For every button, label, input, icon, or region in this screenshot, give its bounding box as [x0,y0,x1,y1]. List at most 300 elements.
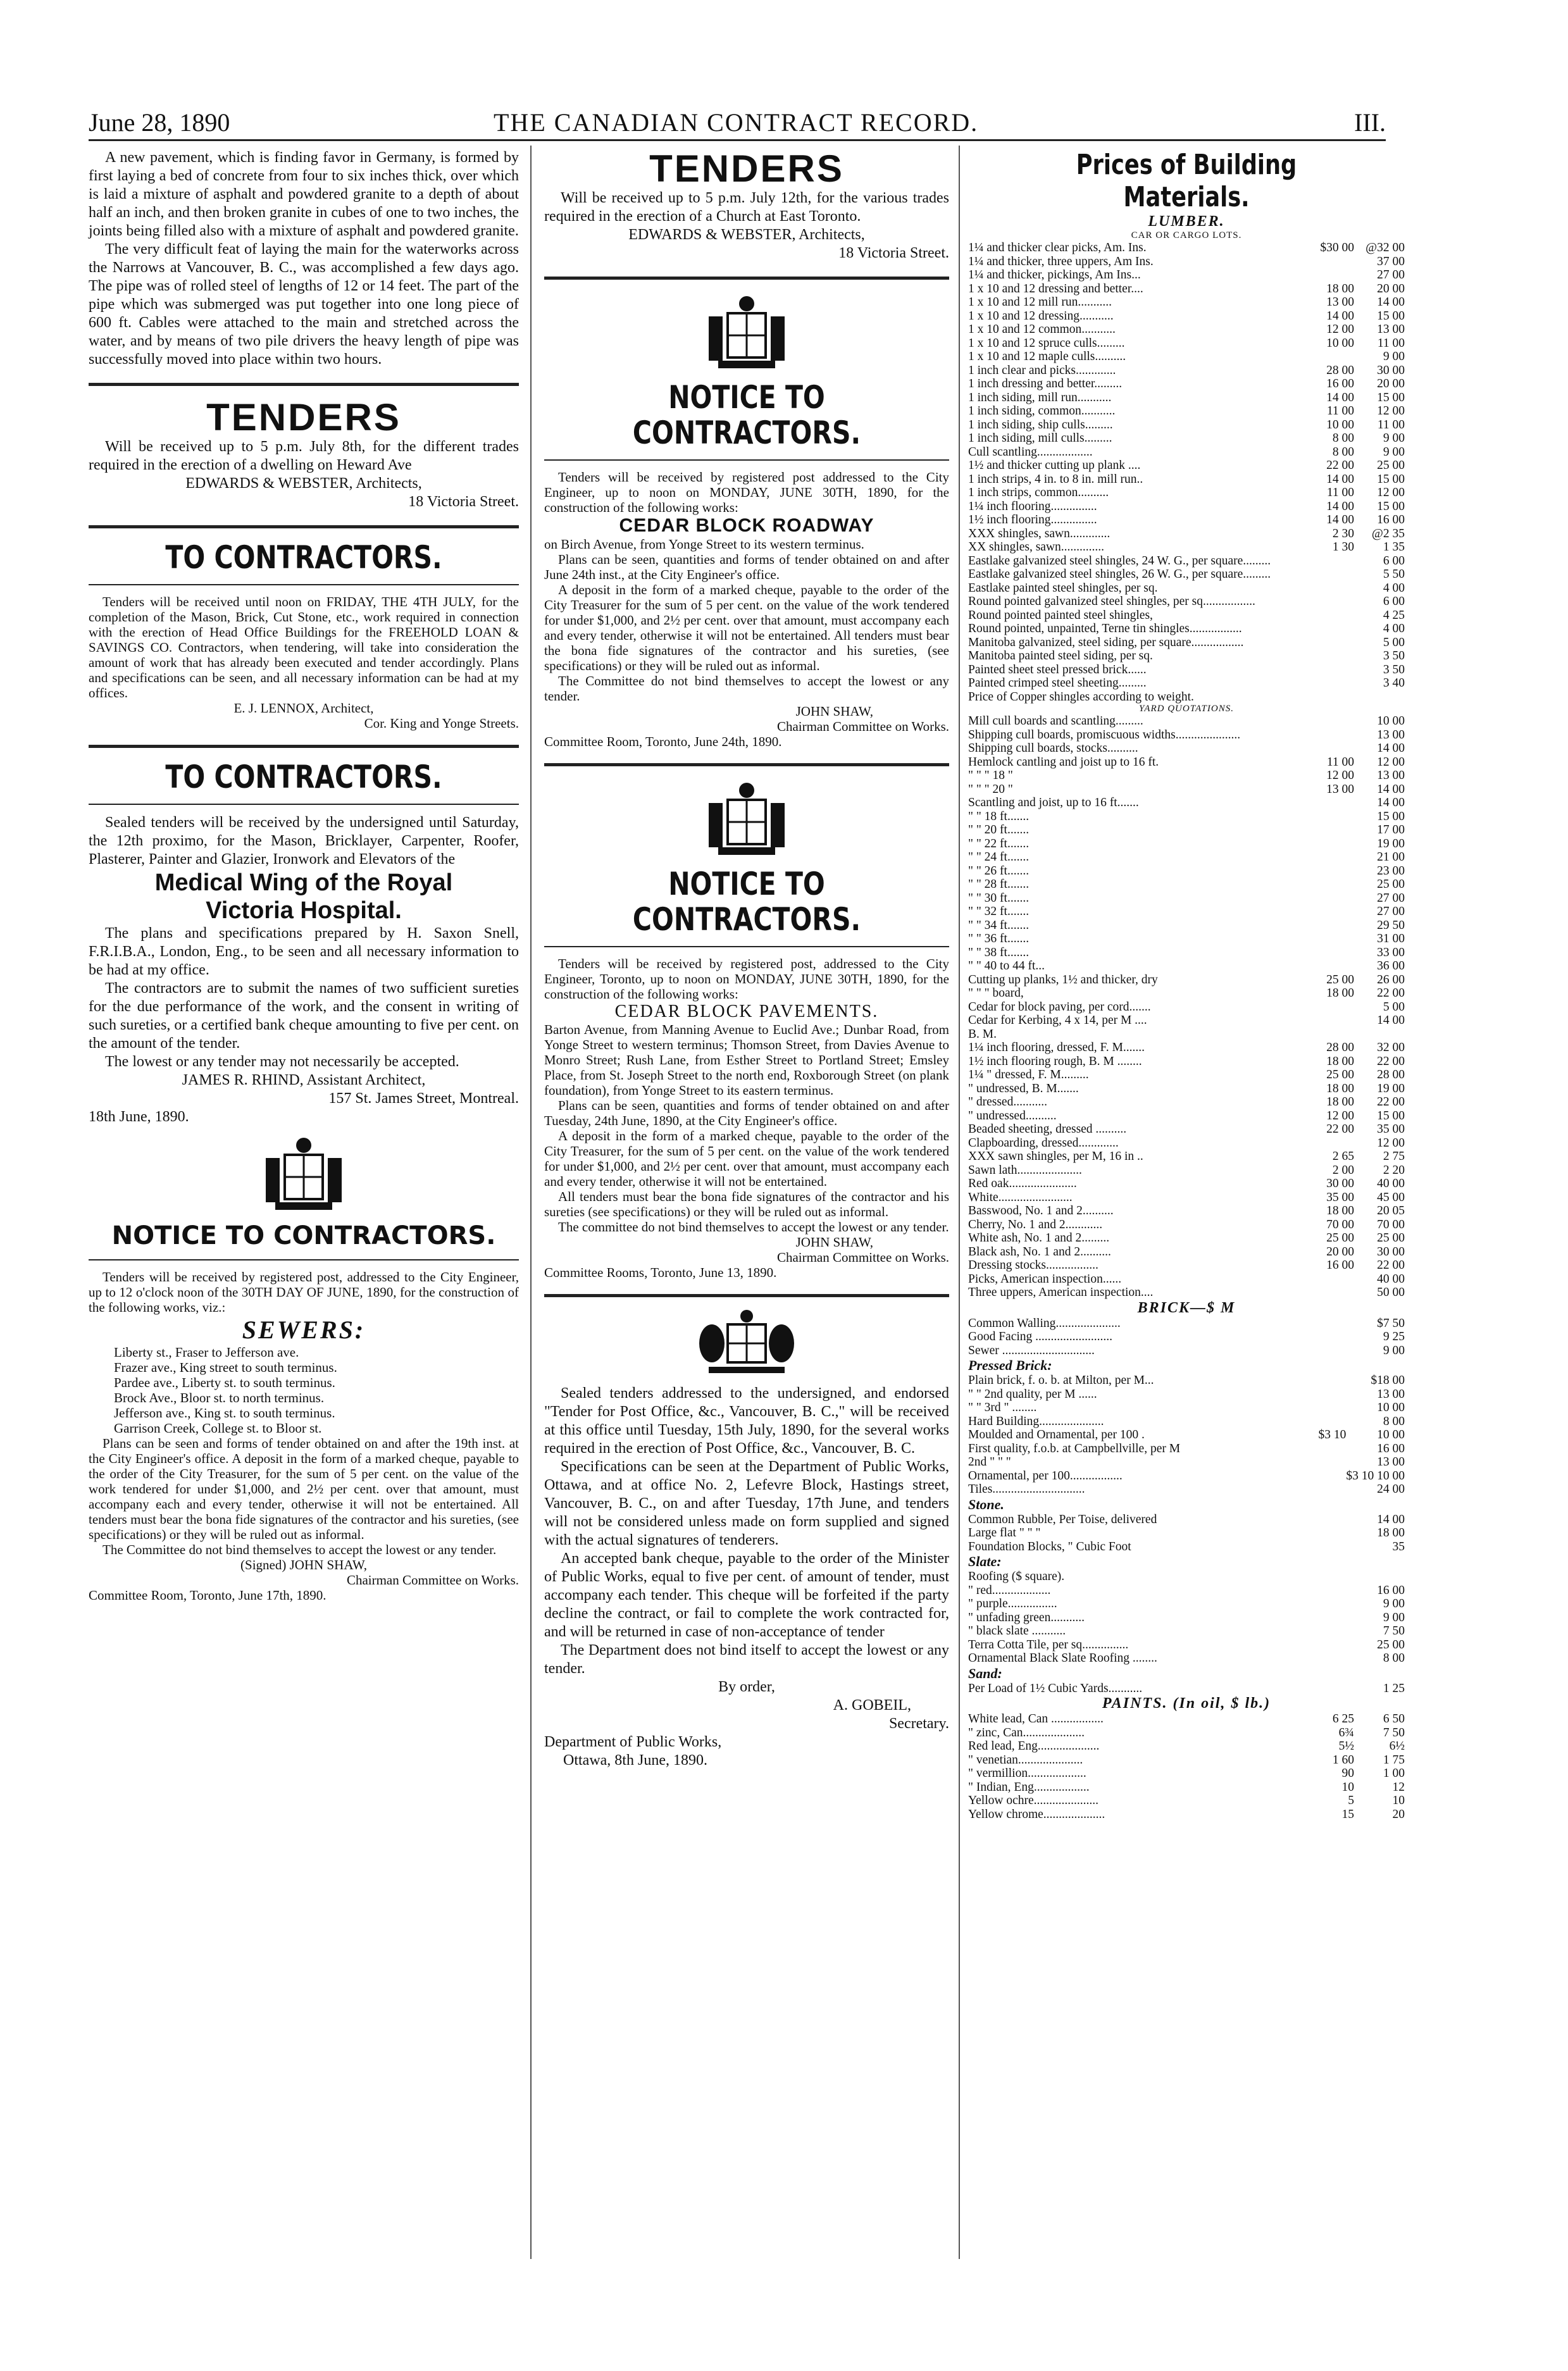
brick-heading: BRICK—$ M [1137,1299,1236,1316]
price-high: 15 00 [1377,809,1405,823]
price-item-name: XXX sawn shingles, per M, 16 in .. [968,1150,1143,1163]
price-item-name: Eastlake galvanized steel shingles, 24 W. G., per square......... [968,554,1271,568]
ad-title-notice-sewers: NOTICE TO CONTRACTORS. [111,1221,496,1250]
price-row [968,959,1405,973]
price-row [968,500,1405,514]
price-high [1354,1570,1405,1584]
price-item-name: 1 x 10 and 12 dressing........... [968,309,1114,323]
price-low: 28 00 [1326,363,1354,377]
price-row [968,1712,1405,1726]
price-low [1310,1624,1354,1638]
ad-sewers-terms: Plans can be seen and forms of tender obtained on and after the 19th inst. at the City Engineer's office. A deposit in the form of a marked cheque, payable to the order of the City Treasurer, for the sum of 5 per cent. on the value of the work tendered for under $1,000, and 2½ per cent. over that amount, must accompany each and every tender, otherwise it will not be entertained. All tenders must bear the bona fide signatures of the contractor and his sureties, (see specifications) or they will be ruled out as informal. [89,1436,519,1542]
news-item-waterworks: The very difficult feat of laying the main for the waterworks across the Narrows at Vancouver, B. C., was accomplished a few days ago. The pipe was of rolled steel of lengths of 12 or 14 feet. The part of the pipe which was submerged was put together into one long piece of 600 ft. Cables were attached to the main and stretched across the water, and by means of two pile drivers the heavy length of pipe was successfully moved into place within two hours. [89,241,519,368]
price-item-name: White ash, No. 1 and 2......... [968,1231,1110,1245]
price-low: 11 00 [1326,404,1354,418]
price-item-name: " zinc, Can.................... [968,1726,1085,1739]
price-low: 11 00 [1326,755,1354,769]
price-row [968,1469,1405,1483]
price-low: 12 00 [1326,323,1354,336]
price-high: 20 05 [1377,1204,1405,1217]
price-row [968,391,1405,405]
ad-tenders-body: Will be received up to 5 p.m. July 8th, for the different trades required in the erection of a dwelling on Heward Ave [89,439,519,473]
price-low [1310,1028,1354,1042]
price-item-name: " undressed, B. M....... [968,1081,1079,1095]
price-item-name: " " 30 ft....... [968,891,1030,905]
price-item-name: Red oak...................... [968,1177,1077,1190]
price-high: $18 00 [1371,1374,1405,1387]
price-low: 5 [1348,1794,1354,1807]
ad-sewers-heading: SEWERS: [242,1316,366,1344]
sand-heading: Sand: [968,1665,1002,1681]
price-high: 15 00 [1377,472,1405,486]
price-low [1310,595,1354,609]
price-item-name: Cutting up planks, 1½ and thicker, dry [968,973,1158,986]
price-row [968,582,1405,595]
price-low [1310,892,1354,905]
price-item-name: 1 inch strips, 4 in. to 8 in. mill run.. [968,472,1143,486]
price-row [968,1000,1405,1014]
price-row [968,973,1405,987]
price-low: 25 00 [1326,1231,1354,1245]
price-high: 5 00 [1383,635,1405,649]
price-item-name: Basswood, No. 1 and 2.......... [968,1204,1114,1217]
yard-price-table [968,714,1405,1300]
price-item-name: Manitoba galvanized, steel siding, per square................. [968,635,1244,649]
price-low [1310,1000,1354,1014]
price-item-name: 1¼ inch flooring, dressed, F. M....... [968,1041,1145,1054]
price-row [968,1330,1405,1344]
price-row [968,850,1405,864]
price-item-name: Cedar for block paving, per cord....... [968,1000,1151,1014]
price-high: 7 50 [1383,1624,1405,1638]
price-item-name: " " 18 ft....... [968,809,1030,823]
price-low [1310,1652,1354,1665]
price-high: 5 50 [1383,568,1405,581]
price-row [968,1570,1405,1584]
toronto-coat-of-arms-icon [256,1133,351,1215]
price-low: 10 00 [1326,418,1354,432]
price-high: 13 00 [1377,769,1405,782]
price-row [968,432,1405,445]
price-row [968,323,1405,337]
price-high: 21 00 [1377,850,1405,864]
price-row [968,1273,1405,1286]
price-row [968,1204,1405,1218]
price-low: 14 00 [1326,472,1354,486]
price-item-name: Per Load of 1½ Cubic Yards........... [968,1681,1143,1695]
price-row [968,459,1405,473]
lumber-price-table [968,241,1405,704]
price-row [968,1428,1405,1442]
price-low: 2 00 [1332,1163,1354,1177]
price-high: $3 10 10 00 [1346,1469,1405,1483]
price-high: 10 00 [1377,714,1405,728]
price-high: 25 00 [1377,878,1405,891]
price-row [968,1739,1405,1753]
price-row [968,878,1405,892]
price-row [968,1513,1405,1527]
price-low [1310,905,1354,919]
price-high: @2 35 [1371,526,1405,540]
price-item-name: " " " 20 " [968,782,1013,796]
price-item-name: " unfading green........... [968,1610,1085,1624]
price-low [1310,568,1354,582]
price-low: 14 00 [1326,390,1354,404]
price-item-name: Ornamental, per 100................. [968,1469,1123,1483]
price-item-name: 1 inch strips, common.......... [968,486,1109,499]
price-row [968,783,1405,797]
ad-sewers-date: Committee Room, Toronto, June 17th, 1890. [89,1588,327,1603]
price-item-name: Cull scantling.................. [968,445,1093,459]
price-row [968,513,1405,527]
price-item-name: 1½ inch flooring............... [968,513,1097,526]
price-low [1310,1330,1354,1344]
price-row [968,1014,1405,1028]
price-high: 4 00 [1383,581,1405,595]
price-row [968,255,1405,269]
price-item-name: Foundation Blocks, " Cubic Foot [968,1540,1131,1553]
news-item-pavement: A new pavement, which is finding favor in Germany, is formed by first laying a bed of concrete from four to six inches thick, over which is laid a mixture of asphalt and powdered granite to a depth of about half an inch, and then broken granite in cubes of one to two inches, the joints being filled also with a mixture of asphalt and powdered granite. [89,149,519,239]
price-row [968,1794,1405,1808]
price-row [968,1055,1405,1069]
price-row [968,1245,1405,1259]
price-row [968,1781,1405,1795]
price-low: 10 00 [1326,336,1354,350]
ad-sewers-signature: (Signed) JOHN SHAW, [240,1557,367,1572]
price-low: 22 00 [1326,1123,1354,1136]
price-row [968,445,1405,459]
column-rule-2 [959,146,960,2259]
price-low [1310,864,1354,878]
ad-roadway-body: Tenders will be received by registered post addressed to the City Engineer, up to noon on MONDAY, JUNE 30TH, 1890, for the construction of the following works: [544,470,949,515]
price-low [1310,1014,1354,1028]
price-high: 31 00 [1377,932,1405,945]
price-high: 1 25 [1383,1681,1405,1695]
ad-pavements-signature: JOHN SHAW, [795,1235,873,1250]
price-row [968,1191,1405,1205]
price-low: 15 [1341,1807,1354,1821]
price-high: 9 00 [1383,350,1405,363]
price-high: 14 00 [1377,1014,1405,1027]
slate-heading: Slate: [968,1553,1002,1569]
price-row [968,1259,1405,1273]
price-row [968,1682,1405,1696]
price-item-name: 1½ inch flooring rough, B. M ........ [968,1054,1142,1068]
price-item-name: 1 x 10 and 12 mill run........... [968,296,1112,309]
list-item: Brock Ave., Bloor st. to north terminus. [114,1390,325,1405]
price-low: 10 [1341,1780,1354,1794]
price-item-name: Ornamental Black Slate Roofing ........ [968,1652,1157,1665]
divider [89,383,519,386]
price-low [1310,622,1354,636]
price-high: 9 00 [1383,1610,1405,1624]
price-row [968,864,1405,878]
lumber-heading: LUMBER. [1148,213,1225,230]
ad-title-notice-roadway: NOTICE TO CONTRACTORS. [632,379,861,451]
price-row [968,1597,1405,1611]
price-low: 6 25 [1332,1712,1354,1726]
price-item-name: 1 inch dressing and better......... [968,377,1123,390]
price-low [1310,1611,1354,1625]
price-item-name: Hard Building..................... [968,1414,1104,1428]
price-row [968,756,1405,769]
prices-title: Prices of Building Materials. [1076,149,1297,213]
lumber-subheading: CAR OR CARGO LOTS. [1131,230,1242,240]
price-low [1310,878,1354,892]
price-low: 12 00 [1326,769,1354,782]
price-low [1310,959,1354,973]
ad-lennox-body: Tenders will be received until noon on FRIDAY, THE 4TH JULY, for the completion of the Mason, Brick, Cut Stone, etc., work required in connection with the erection of Head Office Buildings for the FREEHOLD LOAN & SAVINGS CO. Contractors, when tendering, will take into consideration the amount of work that has already been executed and tender accordingly. Plans and specifications can be seen, and all necessary information can be had at my offices. [89,594,519,700]
price-high: 3 50 [1383,663,1405,676]
price-item-name: Shipping cull boards, stocks.......... [968,742,1138,755]
price-row [968,1095,1405,1109]
price-item-name: 1 inch siding, mill run........... [968,390,1112,404]
ad-roadway-location: on Birch Avenue, from Yonge Street to its western terminus. [544,537,864,552]
ad-pavements-chairman: Chairman Committee on Works. [776,1250,949,1265]
price-item-name: " " " 18 " [968,769,1013,782]
price-low [1302,1415,1346,1429]
price-low [1302,1469,1346,1483]
price-row [968,1401,1405,1415]
page-number: III. [1354,108,1386,137]
price-item-name: Red lead, Eng.................... [968,1739,1100,1753]
ad-post-office-lowest: The Department does not bind itself to accept the lowest or any tender. [544,1642,949,1677]
price-low [1310,919,1354,933]
price-item-name: Scantling and joist, up to 16 ft....... [968,796,1139,809]
price-row [968,1374,1405,1388]
price-item-name: 1½ and thicker cutting up plank .... [968,459,1141,472]
price-low [1310,810,1354,824]
ad-title-to-contractors: TO CONTRACTORS. [165,539,442,576]
price-item-name: Cedar for Kerbing, 4 x 14, per M .... [968,1014,1147,1027]
price-low [1310,823,1354,837]
price-high: 15 00 [1377,499,1405,513]
price-low: 90 [1341,1767,1354,1780]
ad-post-office-cheque: An accepted bank cheque, payable to the order of the Minister of Public Works, equal to five per cent. of amount of tender, must accompany each tender. This cheque will be forfeited if the party decline the contract, or fail to complete the work contracted for, and will be returned in case of non-acceptance of tender [544,1550,949,1640]
price-low [1310,1597,1354,1611]
price-high: 12 00 [1377,755,1405,769]
price-low: 18 00 [1326,1095,1354,1109]
price-row [968,350,1405,364]
price-high [1354,690,1405,704]
price-low: 2 65 [1332,1150,1354,1163]
price-low [1302,1455,1346,1469]
pressed-brick-heading: Pressed Brick: [968,1357,1052,1373]
price-low: 18 00 [1326,1081,1354,1095]
ad-roadway-committee: The Committee do not bind themselves to accept the lowest or any tender. [544,673,949,704]
price-low: 1 60 [1332,1753,1354,1767]
price-high: 14 00 [1377,296,1405,309]
ad-pavements-streets: Barton Avenue, from Manning Avenue to Euclid Ave.; Dunbar Road, from Yonge Street to western terminus; Thomson Street, from Davies Avenue to Monro Street; Rush Lane, from Esther Street to Portland Street; Emsley Place, from St. Joseph Street to the north end, Roxborough Street (on plank foundation), from Yonge Street to its eastern terminus. [544,1022,949,1098]
price-low [1310,932,1354,946]
price-low [1302,1483,1346,1497]
price-low: 35 00 [1326,1190,1354,1204]
price-high: 8 00 [1383,1414,1405,1428]
price-high: 9 00 [1383,445,1405,459]
price-item-name: XXX shingles, sawn............. [968,526,1111,540]
price-row [968,1231,1405,1245]
price-high: 9 00 [1383,1343,1405,1357]
price-item-name: " dressed........... [968,1095,1047,1109]
price-row [968,337,1405,351]
price-item-name: Yellow chrome.................... [968,1807,1105,1821]
yard-heading: YARD QUOTATIONS. [1139,704,1234,714]
price-row [968,1041,1405,1055]
price-high: 19 00 [1377,1081,1405,1095]
price-low [1310,728,1354,742]
price-item-name: " venetian..................... [968,1753,1083,1767]
price-low [1310,636,1354,650]
price-high: $7 50 [1377,1316,1405,1330]
price-row [968,1611,1405,1625]
price-low [1310,1682,1354,1696]
paints-price-table [968,1712,1405,1821]
price-item-name: " " " board, [968,986,1024,1000]
price-row [968,486,1405,500]
price-item-name: 1¼ and thicker, three uppers, Am Ins. [968,254,1154,268]
price-low [1302,1374,1346,1388]
price-high: 20 [1392,1807,1405,1821]
price-high: 5 00 [1383,1000,1405,1014]
price-item-name: " " 36 ft....... [968,932,1030,945]
price-high: 14 00 [1377,782,1405,796]
price-high: 25 00 [1377,459,1405,472]
ad-hospital-heading-1: Medical Wing of the Royal [154,869,453,896]
ad-hospital-lowest: The lowest or any tender may not necessarily be accepted. [105,1054,459,1070]
price-high: 50 00 [1377,1286,1405,1299]
price-low [1310,554,1354,568]
ad-hospital-date: 18th June, 1890. [89,1109,189,1125]
list-item: Liberty st., Fraser to Jefferson ave. [114,1345,299,1360]
price-low [1302,1442,1346,1456]
price-item-name: 1 inch siding, mill culls......... [968,432,1112,445]
ad-lennox-signature: E. J. LENNOX, Architect, [233,700,374,716]
price-item-name: Painted sheet steel pressed brick...... [968,663,1147,676]
price-row [968,1164,1405,1178]
price-low [1310,1638,1354,1652]
price-high: 29 50 [1377,918,1405,932]
price-low: 13 00 [1326,782,1354,796]
issue-date: June 28, 1890 [89,108,230,137]
price-high: 27 00 [1377,905,1405,918]
ad-tenders-signature: EDWARDS & WEBSTER, Architects, [185,475,422,492]
price-row [968,742,1405,756]
pressed-brick-price-table [968,1374,1405,1497]
price-low [1310,1513,1354,1527]
price-row [968,810,1405,824]
price-high: 11 00 [1377,336,1405,350]
ad-title-tenders: TENDERS [206,396,401,439]
price-high: 15 00 [1377,390,1405,404]
price-item-name: 1 inch siding, common........... [968,404,1116,418]
price-high: 22 00 [1377,986,1405,1000]
price-high: 10 [1392,1794,1405,1807]
page-header [89,108,1386,141]
price-low: 12 00 [1326,1109,1354,1123]
price-item-name: 1¼ " dressed, F. M......... [968,1068,1089,1081]
price-item-name: " " 24 ft....... [968,850,1030,864]
price-low: 14 00 [1326,513,1354,526]
price-row [968,919,1405,933]
price-item-name: Painted crimped steel sheeting......... [968,676,1147,690]
price-low: 18 00 [1326,986,1354,1000]
price-low [1310,1344,1354,1358]
ad-tenders-address: 18 Victoria Street. [408,494,519,510]
price-item-name: Yellow ochre..................... [968,1794,1099,1807]
price-high: 3 40 [1383,676,1405,690]
ad-hospital-signature: JAMES R. RHIND, Assistant Architect, [182,1072,426,1088]
price-low [1310,1286,1354,1300]
price-item-name: 2nd " " " [968,1455,1011,1469]
price-high: 27 00 [1377,891,1405,905]
price-row [968,1808,1405,1822]
price-high: 40 00 [1377,1272,1405,1286]
price-item-name: Manitoba painted steel siding, per sq. [968,649,1153,663]
price-item-name: 1¼ and thicker, pickings, Am Ins... [968,268,1141,282]
price-row [968,309,1405,323]
price-row [968,1028,1405,1042]
ad-roadway-chairman: Chairman Committee on Works. [776,719,949,734]
price-item-name: " " 38 ft....... [968,945,1030,959]
price-high: 35 00 [1377,1123,1405,1136]
divider [544,277,949,280]
price-high: 15 00 [1377,309,1405,323]
price-low: 30 00 [1326,1177,1354,1190]
list-item: Garrison Creek, College st. to Bloor st. [114,1421,322,1436]
price-item-name: 1¼ inch flooring............... [968,499,1097,513]
ad-post-office-date: Ottawa, 8th June, 1890. [563,1752,707,1769]
price-high: 9 00 [1383,1597,1405,1610]
price-item-name: " red................... [968,1583,1051,1597]
price-item-name: Hemlock cantling and joist up to 16 ft. [968,755,1159,769]
price-row [968,1388,1405,1402]
price-low [1310,649,1354,663]
price-item-name: Mill cull boards and scantling......... [968,714,1143,728]
ad-hospital-sureties: The contractors are to submit the names of two sufficient sureties for the due performance of the work, and the consent in writing of such sureties, or a certified bank cheque amounting to five per cent. on the amount of the tender. [89,980,519,1052]
price-row [968,1638,1405,1652]
price-low: 25 00 [1326,1068,1354,1081]
price-high: 12 00 [1377,1136,1405,1150]
price-high: 9 00 [1383,432,1405,445]
price-high: 70 00 [1377,1217,1405,1231]
price-low [1310,350,1354,364]
price-high: 1 00 [1383,1767,1405,1780]
price-high: 10 00 [1377,1428,1405,1441]
ad-hospital-address: 157 St. James Street, Montreal. [328,1090,519,1107]
divider [89,745,519,748]
price-high: 19 00 [1377,837,1405,850]
ad-church-address: 18 Victoria Street. [838,245,949,261]
price-row [968,1526,1405,1540]
price-low [1310,714,1354,728]
price-low [1310,837,1354,851]
price-high: 17 00 [1377,823,1405,837]
price-high: 4 25 [1383,608,1405,622]
price-row [968,905,1405,919]
price-high: 27 00 [1377,268,1405,282]
price-item-name: Eastlake painted steel shingles, per sq. [968,581,1158,595]
price-low: 25 00 [1326,973,1354,986]
price-item-name: White lead, Can ................. [968,1712,1104,1726]
ad-post-office-body: Sealed tenders addressed to the undersigned, and endorsed "Tender for Post Office, &c., Vancouver, B. C.," will be received at this office until Tuesday, 15th July, 1890, for the several works required in the erection of Post Office, &c., Vancouver, B. C. [544,1385,949,1457]
price-high: @32 00 [1366,241,1405,254]
price-low: 2 30 [1332,526,1354,540]
price-row [968,1344,1405,1358]
price-row [968,1150,1405,1164]
price-high: 13 00 [1377,1455,1405,1469]
price-high: 13 00 [1377,1387,1405,1401]
price-low: 20 00 [1326,1245,1354,1259]
